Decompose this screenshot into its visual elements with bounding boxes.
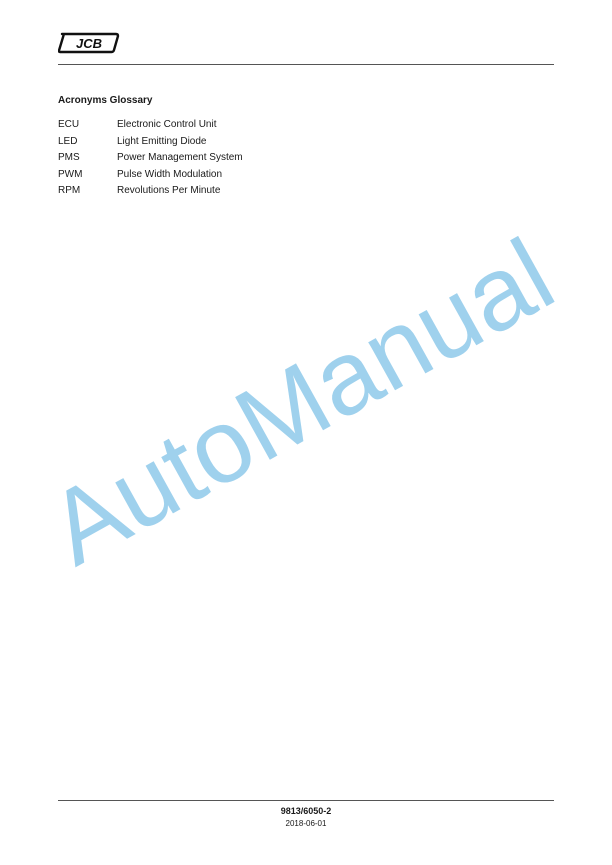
glossary-abbr: LED	[58, 135, 78, 147]
document-date: 2018-06-01	[285, 819, 327, 828]
document-number: 9813/6050-2	[280, 806, 332, 816]
glossary-abbr: PWM	[58, 168, 83, 180]
jcb-logo-icon	[58, 32, 120, 54]
glossary-abbr: RPM	[58, 185, 81, 196]
glossary-definition: Electronic Control Unit	[117, 119, 217, 130]
glossary-row	[58, 134, 243, 151]
footer-divider	[58, 800, 554, 801]
glossary-row	[58, 117, 243, 134]
watermark-text: AutoManual	[30, 217, 572, 588]
header-divider	[58, 64, 554, 65]
glossary-row	[58, 167, 243, 184]
logo-text: JCB	[75, 36, 103, 51]
glossary-list	[58, 117, 243, 200]
glossary-row	[58, 150, 243, 167]
glossary-definition: Pulse Width Modulation	[117, 168, 223, 180]
glossary-row	[58, 183, 243, 200]
glossary-abbr: PMS	[58, 152, 80, 163]
glossary-title: Acronyms Glossary	[58, 95, 153, 106]
glossary-definition: Light Emitting Diode	[117, 135, 207, 147]
glossary-definition: Revolutions Per Minute	[117, 185, 221, 196]
glossary-abbr: ECU	[58, 119, 80, 130]
glossary-definition: Power Management System	[117, 152, 243, 163]
jcb-logo	[58, 32, 120, 54]
